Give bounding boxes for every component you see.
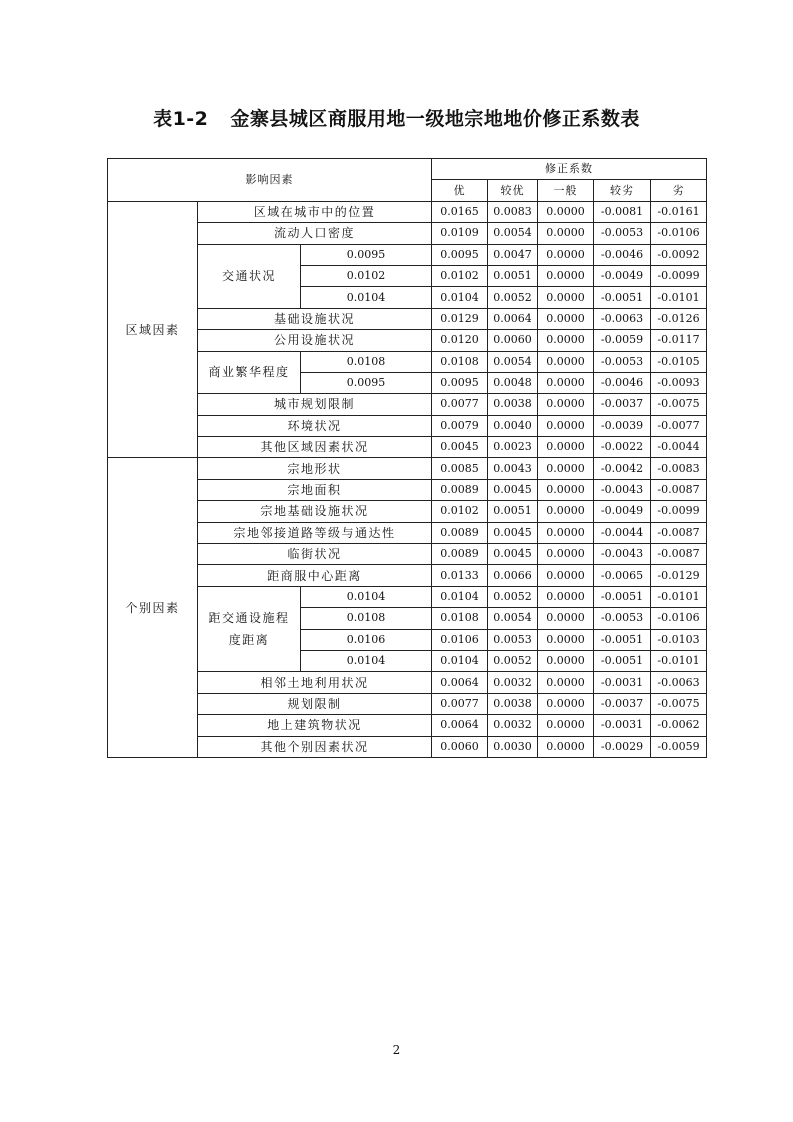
group-regional: 区域因素: [108, 201, 198, 458]
value-cell: 0.0000: [538, 415, 594, 436]
value-cell: -0.0051: [594, 287, 651, 308]
table-row: [108, 351, 707, 372]
value-cell: -0.0049: [594, 501, 651, 522]
value-cell: 0.0048: [488, 372, 538, 393]
table-row: [108, 736, 707, 757]
value-cell: 0.0054: [488, 351, 538, 372]
value-cell: -0.0059: [594, 330, 651, 351]
value-cell: -0.0117: [651, 330, 707, 351]
table-row: [108, 522, 707, 543]
value-cell: -0.0087: [651, 522, 707, 543]
table-title: [0, 104, 793, 131]
value-cell: -0.0044: [594, 522, 651, 543]
table-row: [108, 415, 707, 436]
sub-value-cell: 0.0108: [301, 351, 432, 372]
value-cell: 0.0102: [432, 265, 488, 286]
value-cell: 0.0108: [432, 351, 488, 372]
value-cell: -0.0087: [651, 544, 707, 565]
value-cell: 0.0000: [538, 650, 594, 671]
value-cell: 0.0000: [538, 351, 594, 372]
value-cell: -0.0062: [651, 715, 707, 736]
value-cell: -0.0059: [651, 736, 707, 757]
factor-label: 流动人口密度: [198, 223, 432, 244]
value-cell: -0.0037: [594, 394, 651, 415]
value-cell: 0.0000: [538, 394, 594, 415]
value-cell: 0.0095: [432, 372, 488, 393]
value-cell: -0.0101: [651, 586, 707, 607]
value-cell: 0.0133: [432, 565, 488, 586]
value-cell: 0.0106: [432, 629, 488, 650]
value-cell: 0.0089: [432, 479, 488, 500]
value-cell: 0.0108: [432, 608, 488, 629]
table-row: [108, 715, 707, 736]
value-cell: 0.0000: [538, 223, 594, 244]
grade-header: 较劣: [594, 180, 651, 201]
value-cell: 0.0054: [488, 608, 538, 629]
sub-value-cell: 0.0104: [301, 586, 432, 607]
value-cell: 0.0120: [432, 330, 488, 351]
value-cell: -0.0087: [651, 479, 707, 500]
table-row: [108, 458, 707, 479]
value-cell: -0.0051: [594, 650, 651, 671]
value-cell: 0.0085: [432, 458, 488, 479]
factor-label: 宗地邻接道路等级与通达性: [198, 522, 432, 543]
value-cell: -0.0099: [651, 501, 707, 522]
value-cell: 0.0089: [432, 522, 488, 543]
value-cell: 0.0000: [538, 736, 594, 757]
value-cell: 0.0000: [538, 672, 594, 693]
value-cell: -0.0101: [651, 287, 707, 308]
factor-label: 其他个别因素状况: [198, 736, 432, 757]
value-cell: 0.0038: [488, 693, 538, 714]
value-cell: -0.0101: [651, 650, 707, 671]
factor-label: 距商服中心距离: [198, 565, 432, 586]
factor-header: 影响因素: [108, 159, 432, 202]
value-cell: 0.0066: [488, 565, 538, 586]
value-cell: -0.0022: [594, 437, 651, 458]
value-cell: -0.0044: [651, 437, 707, 458]
table-row: [108, 223, 707, 244]
value-cell: 0.0000: [538, 458, 594, 479]
value-cell: 0.0000: [538, 308, 594, 329]
value-cell: 0.0000: [538, 437, 594, 458]
sub-value-cell: 0.0106: [301, 629, 432, 650]
value-cell: -0.0063: [651, 672, 707, 693]
grade-header: 较优: [488, 180, 538, 201]
header-row: [108, 159, 707, 180]
value-cell: -0.0029: [594, 736, 651, 757]
sub-value-cell: 0.0104: [301, 287, 432, 308]
correction-coefficient-table: [107, 158, 707, 758]
page-number: 2: [392, 1043, 401, 1057]
value-cell: -0.0049: [594, 265, 651, 286]
group-individual: 个别因素: [108, 458, 198, 757]
value-cell: -0.0126: [651, 308, 707, 329]
value-cell: -0.0075: [651, 693, 707, 714]
value-cell: 0.0064: [432, 672, 488, 693]
value-cell: -0.0105: [651, 351, 707, 372]
value-cell: -0.0031: [594, 715, 651, 736]
value-cell: -0.0053: [594, 608, 651, 629]
value-cell: 0.0077: [432, 394, 488, 415]
table-row: [108, 308, 707, 329]
factor-label: 宗地形状: [198, 458, 432, 479]
value-cell: 0.0051: [488, 265, 538, 286]
value-cell: 0.0052: [488, 586, 538, 607]
value-cell: -0.0051: [594, 629, 651, 650]
value-cell: 0.0060: [488, 330, 538, 351]
value-cell: 0.0000: [538, 715, 594, 736]
value-cell: -0.0053: [594, 223, 651, 244]
value-cell: 0.0089: [432, 544, 488, 565]
sub-value-cell: 0.0095: [301, 372, 432, 393]
value-cell: 0.0000: [538, 265, 594, 286]
factor-label: 城市规划限制: [198, 394, 432, 415]
factor-label: 公用设施状况: [198, 330, 432, 351]
value-cell: 0.0030: [488, 736, 538, 757]
value-cell: 0.0000: [538, 629, 594, 650]
table-row: [108, 244, 707, 265]
value-cell: 0.0102: [432, 501, 488, 522]
table-code: 表1-2: [153, 108, 209, 130]
factor-label: 临街状况: [198, 544, 432, 565]
table-row: [108, 565, 707, 586]
value-cell: -0.0129: [651, 565, 707, 586]
value-cell: 0.0104: [432, 586, 488, 607]
value-cell: 0.0047: [488, 244, 538, 265]
value-cell: 0.0064: [488, 308, 538, 329]
value-cell: 0.0000: [538, 586, 594, 607]
table-row: [108, 586, 707, 607]
value-cell: -0.0075: [651, 394, 707, 415]
factor-label: 宗地面积: [198, 479, 432, 500]
value-cell: -0.0161: [651, 201, 707, 222]
value-cell: 0.0000: [538, 201, 594, 222]
value-cell: 0.0095: [432, 244, 488, 265]
value-cell: -0.0065: [594, 565, 651, 586]
value-cell: 0.0060: [432, 736, 488, 757]
value-cell: -0.0081: [594, 201, 651, 222]
factor-label: 地上建筑物状况: [198, 715, 432, 736]
grade-header: 劣: [651, 180, 707, 201]
table-row: [108, 201, 707, 222]
table-row: [108, 672, 707, 693]
value-cell: 0.0053: [488, 629, 538, 650]
table-row: [108, 394, 707, 415]
value-cell: 0.0000: [538, 608, 594, 629]
factor-label: 环境状况: [198, 415, 432, 436]
value-cell: -0.0046: [594, 244, 651, 265]
value-cell: 0.0129: [432, 308, 488, 329]
value-cell: -0.0051: [594, 586, 651, 607]
value-cell: 0.0043: [488, 458, 538, 479]
value-cell: 0.0079: [432, 415, 488, 436]
value-cell: -0.0031: [594, 672, 651, 693]
value-cell: 0.0045: [488, 479, 538, 500]
factor-label: 相邻土地利用状况: [198, 672, 432, 693]
value-cell: -0.0077: [651, 415, 707, 436]
value-cell: 0.0109: [432, 223, 488, 244]
table-row: [108, 330, 707, 351]
table-title-text: 金寨县城区商服用地一级地宗地地价修正系数表: [230, 108, 640, 130]
value-cell: 0.0104: [432, 650, 488, 671]
value-cell: 0.0000: [538, 244, 594, 265]
value-cell: 0.0054: [488, 223, 538, 244]
value-cell: -0.0099: [651, 265, 707, 286]
value-cell: 0.0040: [488, 415, 538, 436]
value-cell: 0.0000: [538, 330, 594, 351]
factor-label: 基础设施状况: [198, 308, 432, 329]
value-cell: 0.0000: [538, 287, 594, 308]
value-cell: -0.0083: [651, 458, 707, 479]
value-cell: 0.0000: [538, 501, 594, 522]
value-cell: 0.0045: [488, 544, 538, 565]
factor-label: 其他区域因素状况: [198, 437, 432, 458]
factor-label: 区域在城市中的位置: [198, 201, 432, 222]
value-cell: 0.0064: [432, 715, 488, 736]
value-cell: 0.0083: [488, 201, 538, 222]
table-row: [108, 437, 707, 458]
value-cell: -0.0093: [651, 372, 707, 393]
value-cell: -0.0106: [651, 608, 707, 629]
value-cell: -0.0037: [594, 693, 651, 714]
value-cell: 0.0032: [488, 672, 538, 693]
value-cell: 0.0045: [488, 522, 538, 543]
factor-label: 规划限制: [198, 693, 432, 714]
value-cell: 0.0000: [538, 693, 594, 714]
value-cell: 0.0045: [432, 437, 488, 458]
value-cell: 0.0051: [488, 501, 538, 522]
value-cell: -0.0043: [594, 544, 651, 565]
table-row: [108, 479, 707, 500]
value-cell: 0.0077: [432, 693, 488, 714]
value-cell: -0.0039: [594, 415, 651, 436]
value-cell: 0.0032: [488, 715, 538, 736]
table-row: [108, 501, 707, 522]
factor-label: 交通状况: [198, 244, 301, 308]
sub-value-cell: 0.0102: [301, 265, 432, 286]
value-cell: 0.0000: [538, 372, 594, 393]
sub-value-cell: 0.0104: [301, 650, 432, 671]
value-cell: 0.0000: [538, 479, 594, 500]
value-cell: -0.0043: [594, 479, 651, 500]
value-cell: 0.0038: [488, 394, 538, 415]
sub-value-cell: 0.0095: [301, 244, 432, 265]
coef-header: 修正系数: [432, 159, 707, 180]
value-cell: -0.0092: [651, 244, 707, 265]
value-cell: -0.0063: [594, 308, 651, 329]
value-cell: 0.0000: [538, 565, 594, 586]
factor-label: 商业繁华程度: [198, 351, 301, 394]
value-cell: -0.0053: [594, 351, 651, 372]
factor-label: 宗地基础设施状况: [198, 501, 432, 522]
grade-header: 一般: [538, 180, 594, 201]
table-row: [108, 544, 707, 565]
table-row: [108, 693, 707, 714]
grade-header: 优: [432, 180, 488, 201]
value-cell: 0.0023: [488, 437, 538, 458]
value-cell: 0.0165: [432, 201, 488, 222]
value-cell: -0.0106: [651, 223, 707, 244]
value-cell: 0.0052: [488, 287, 538, 308]
value-cell: 0.0104: [432, 287, 488, 308]
sub-value-cell: 0.0108: [301, 608, 432, 629]
value-cell: -0.0042: [594, 458, 651, 479]
value-cell: 0.0000: [538, 544, 594, 565]
value-cell: -0.0046: [594, 372, 651, 393]
value-cell: -0.0103: [651, 629, 707, 650]
factor-label: 距交通设施程度距离: [198, 586, 301, 672]
value-cell: 0.0052: [488, 650, 538, 671]
value-cell: 0.0000: [538, 522, 594, 543]
